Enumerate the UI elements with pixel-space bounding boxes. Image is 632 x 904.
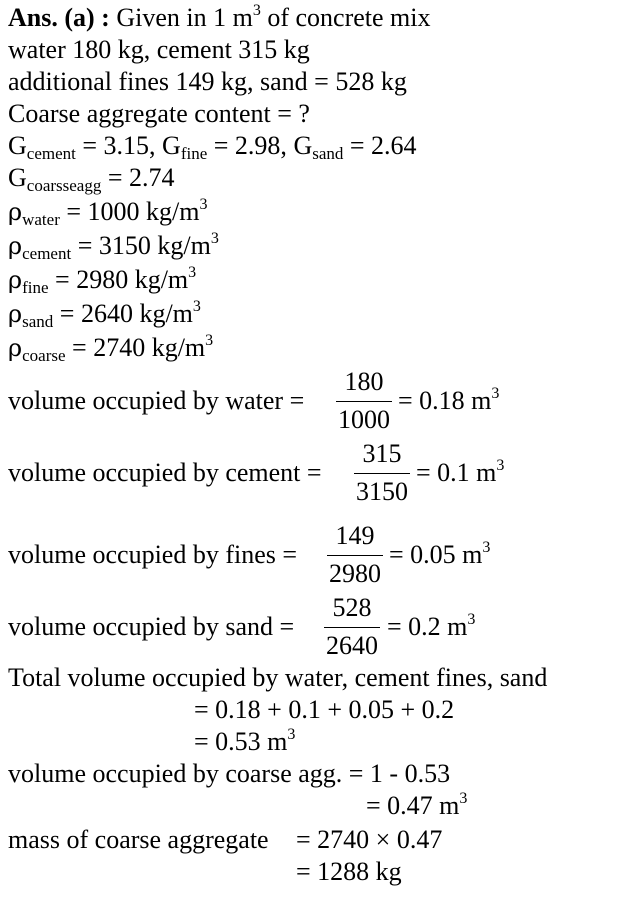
fraction-numerator: 149 — [335, 521, 375, 550]
unit-exponent: 3 — [210, 230, 219, 247]
fraction-bar — [354, 473, 410, 474]
gravity-cement-value: = 3.15, — [82, 131, 156, 160]
density-water-value: = 1000 kg/m — [66, 197, 200, 226]
gravity-fine-value: = 2.98, — [213, 131, 287, 160]
gravity-symbol: G — [8, 163, 27, 192]
intro-exponent: 3 — [252, 2, 261, 19]
fraction-denominator: 2980 — [329, 559, 381, 588]
fraction-denominator: 1000 — [338, 405, 390, 434]
density-cement-sub: cement — [22, 244, 72, 263]
volume-cement-label: volume occupied by cement = — [8, 458, 322, 487]
answer-intro-line — [8, 3, 431, 33]
intro-text: Given in 1 m — [116, 3, 253, 32]
specific-gravity-line — [8, 131, 417, 161]
unit-exponent: 3 — [491, 385, 500, 402]
unit-exponent: 3 — [467, 611, 476, 628]
volume-sand-label: volume occupied by sand = — [8, 612, 295, 641]
mass-coarse-expression: = 2740 × 0.47 — [296, 825, 443, 854]
volume-sand-fraction — [324, 594, 380, 660]
mass-coarse-result: = 1288 kg — [296, 857, 402, 886]
total-volume-value: = 0.53 m — [194, 727, 288, 756]
density-coarse-value: = 2740 kg/m — [72, 333, 206, 362]
volume-sand-value: = 0.2 m — [387, 612, 468, 641]
unit-exponent: 3 — [205, 332, 214, 349]
water-cement-line: water 180 kg, cement 315 kg — [8, 35, 310, 64]
density-water-line — [8, 197, 208, 227]
density-sand-line — [8, 299, 201, 329]
density-coarse-sub: coarse — [22, 346, 66, 365]
volume-water-label: volume occupied by water = — [8, 386, 305, 415]
density-water-sub: water — [22, 210, 60, 229]
density-sand-sub: sand — [22, 312, 54, 331]
fines-sand-line: additional fines 149 kg, sand = 528 kg — [8, 67, 407, 96]
gravity-symbol: G — [162, 131, 181, 160]
fraction-denominator: 2640 — [326, 631, 378, 660]
density-cement-line — [8, 231, 219, 261]
gravity-fine-sub: fine — [180, 144, 208, 163]
gravity-cement-sub: cement — [26, 144, 76, 163]
fraction-bar — [336, 401, 392, 402]
fraction-bar — [324, 627, 380, 628]
total-volume-label: Total volume occupied by water, cement fines, sand — [8, 663, 548, 692]
unit-exponent: 3 — [482, 539, 491, 556]
volume-cement-fraction — [354, 440, 410, 506]
gravity-sand-sub: sand — [312, 144, 344, 163]
unit-exponent: 3 — [199, 196, 208, 213]
unit-exponent: 3 — [192, 298, 201, 315]
fraction-denominator: 3150 — [356, 477, 408, 506]
gravity-symbol: G — [8, 131, 27, 160]
total-volume-sum: = 0.18 + 0.1 + 0.05 + 0.2 — [194, 695, 455, 724]
fraction-numerator: 315 — [362, 439, 402, 468]
density-fine-sub: fine — [22, 278, 49, 297]
density-sand-value: = 2640 kg/m — [59, 299, 193, 328]
rho-symbol: ρ — [8, 232, 23, 260]
unit-exponent: 3 — [459, 790, 468, 807]
volume-cement-result — [416, 458, 504, 488]
question-line: Coarse aggregate content = ? — [8, 99, 310, 128]
density-cement-value: = 3150 kg/m — [77, 231, 211, 260]
volume-water-fraction — [336, 368, 392, 434]
intro-tail: of concrete mix — [267, 3, 431, 32]
answer-label: Ans. (a) : — [8, 3, 110, 32]
gravity-sand-value: = 2.64 — [349, 131, 417, 160]
fraction-numerator: 528 — [332, 593, 372, 622]
gravity-coarse-sub: coarsseagg — [26, 176, 102, 195]
volume-fines-value: = 0.05 m — [389, 540, 483, 569]
density-fine-line — [8, 265, 196, 295]
coarse-volume-result — [366, 791, 467, 821]
volume-cement-value: = 0.1 m — [416, 458, 497, 487]
volume-sand-result — [387, 612, 475, 642]
volume-fines-label: volume occupied by fines = — [8, 540, 298, 569]
rho-symbol: ρ — [8, 300, 23, 328]
specific-gravity-coarse-line — [8, 163, 175, 193]
volume-water-value: = 0.18 m — [398, 386, 492, 415]
volume-water-result — [398, 386, 499, 416]
fraction-numerator: 180 — [344, 367, 384, 396]
unit-exponent: 3 — [496, 457, 505, 474]
coarse-volume-label: volume occupied by coarse agg. = 1 - 0.53 — [8, 759, 451, 788]
unit-exponent: 3 — [188, 264, 197, 281]
total-volume-result — [194, 727, 295, 757]
rho-symbol: ρ — [8, 266, 23, 294]
density-coarse-line — [8, 333, 213, 363]
density-fine-value: = 2980 kg/m — [55, 265, 189, 294]
gravity-symbol: G — [293, 131, 313, 160]
volume-fines-result — [389, 540, 490, 570]
fraction-bar — [327, 555, 383, 556]
rho-symbol: ρ — [8, 334, 23, 362]
gravity-coarse-value: = 2.74 — [107, 163, 175, 192]
coarse-volume-value: = 0.47 m — [366, 791, 460, 820]
rho-symbol: ρ — [8, 198, 23, 226]
mass-coarse-label: mass of coarse aggregate — [8, 825, 269, 854]
volume-fines-fraction — [327, 522, 383, 588]
unit-exponent: 3 — [287, 726, 296, 743]
